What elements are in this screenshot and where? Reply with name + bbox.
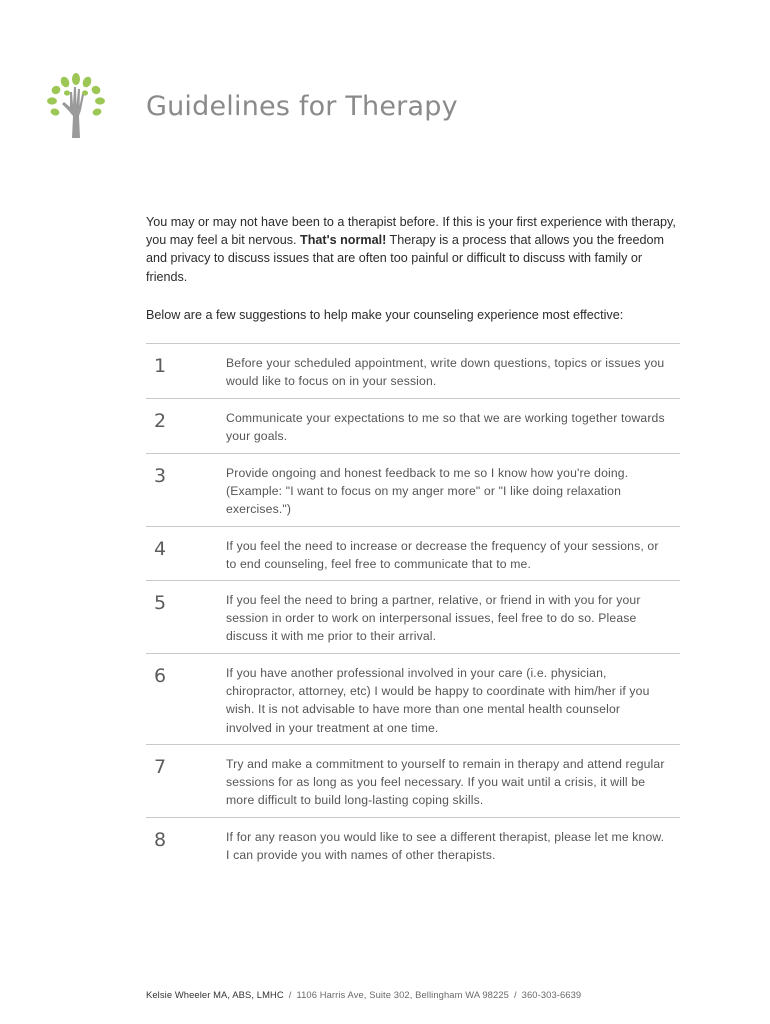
item-text: Try and make a commitment to yourself to remain in therapy and attend regular sessions for as long as you feel necessary. If you wait until a crisis, it will be more difficult to build long-lasting coping skills.	[226, 757, 665, 808]
suggestions-list	[146, 343, 680, 874]
list-item	[146, 399, 680, 454]
suggestions-lead: Below are a few suggestions to help make your counseling experience most effective:	[146, 308, 624, 322]
item-number: 3	[154, 465, 167, 487]
list-item	[146, 581, 680, 654]
list-item	[146, 454, 680, 527]
intro-paragraph	[146, 213, 676, 286]
item-number: 1	[154, 355, 167, 377]
footer-name: Kelsie Wheeler MA, ABS, LMHC	[146, 989, 284, 1000]
intro-emphasis: That's normal!	[300, 233, 387, 248]
item-number: 2	[154, 410, 167, 432]
item-number: 6	[154, 665, 167, 687]
item-number: 8	[154, 829, 167, 851]
footer-separator: /	[513, 989, 517, 1000]
item-text: If you have another professional involved in your care (i.e. physician, chiropractor, attorney, etc) I would be happy to coordinate with him/her if you wish. It is not advisable to have more than one mental health counselor involved in your treatment at one time.	[226, 666, 650, 735]
item-number: 7	[154, 756, 167, 778]
page-title: Guidelines for Therapy	[146, 91, 458, 122]
item-text: Before your scheduled appointment, write down questions, topics or issues you would like to focus on in your session.	[226, 356, 665, 389]
list-item	[146, 527, 680, 581]
tree-hand-logo-icon	[46, 72, 106, 138]
list-item	[146, 344, 680, 399]
footer-address: 1106 Harris Ave, Suite 302, Bellingham WA 98225	[296, 989, 509, 1000]
footer-separator: /	[288, 989, 292, 1000]
list-item	[146, 745, 680, 818]
footer	[146, 989, 581, 1000]
item-text: If you feel the need to increase or decrease the frequency of your sessions, or to end counseling, feel free to communicate that to me.	[226, 539, 659, 572]
list-item	[146, 818, 680, 874]
item-text: If for any reason you would like to see a different therapist, please let me know. I can provide you with names of other therapists.	[226, 830, 665, 863]
intro-text-2: Therapy is a process that allows you the freedom and privacy to discuss issues that are often too painful or difficult to discuss with family or friends.	[146, 233, 664, 284]
item-text: Provide ongoing and honest feedback to me so I know how you're doing. (Example: "I want to focus on my anger more" or "I like doing relaxation exercises.")	[226, 466, 629, 517]
item-text: If you feel the need to bring a partner, relative, or friend in with you for your session in order to work on interpersonal issues, feel free to do so. Please discuss it with me prior to their arrival.	[226, 593, 641, 644]
item-number: 5	[154, 592, 167, 614]
item-text: Communicate your expectations to me so that we are working together towards your goals.	[226, 411, 665, 444]
item-number: 4	[154, 538, 167, 560]
intro-text-1: You may or may not have been to a therapist before. If this is your first experience with therapy, you may feel a bit nervous.	[146, 215, 676, 248]
list-item	[146, 654, 680, 745]
footer-phone: 360-303-6639	[521, 989, 582, 1000]
